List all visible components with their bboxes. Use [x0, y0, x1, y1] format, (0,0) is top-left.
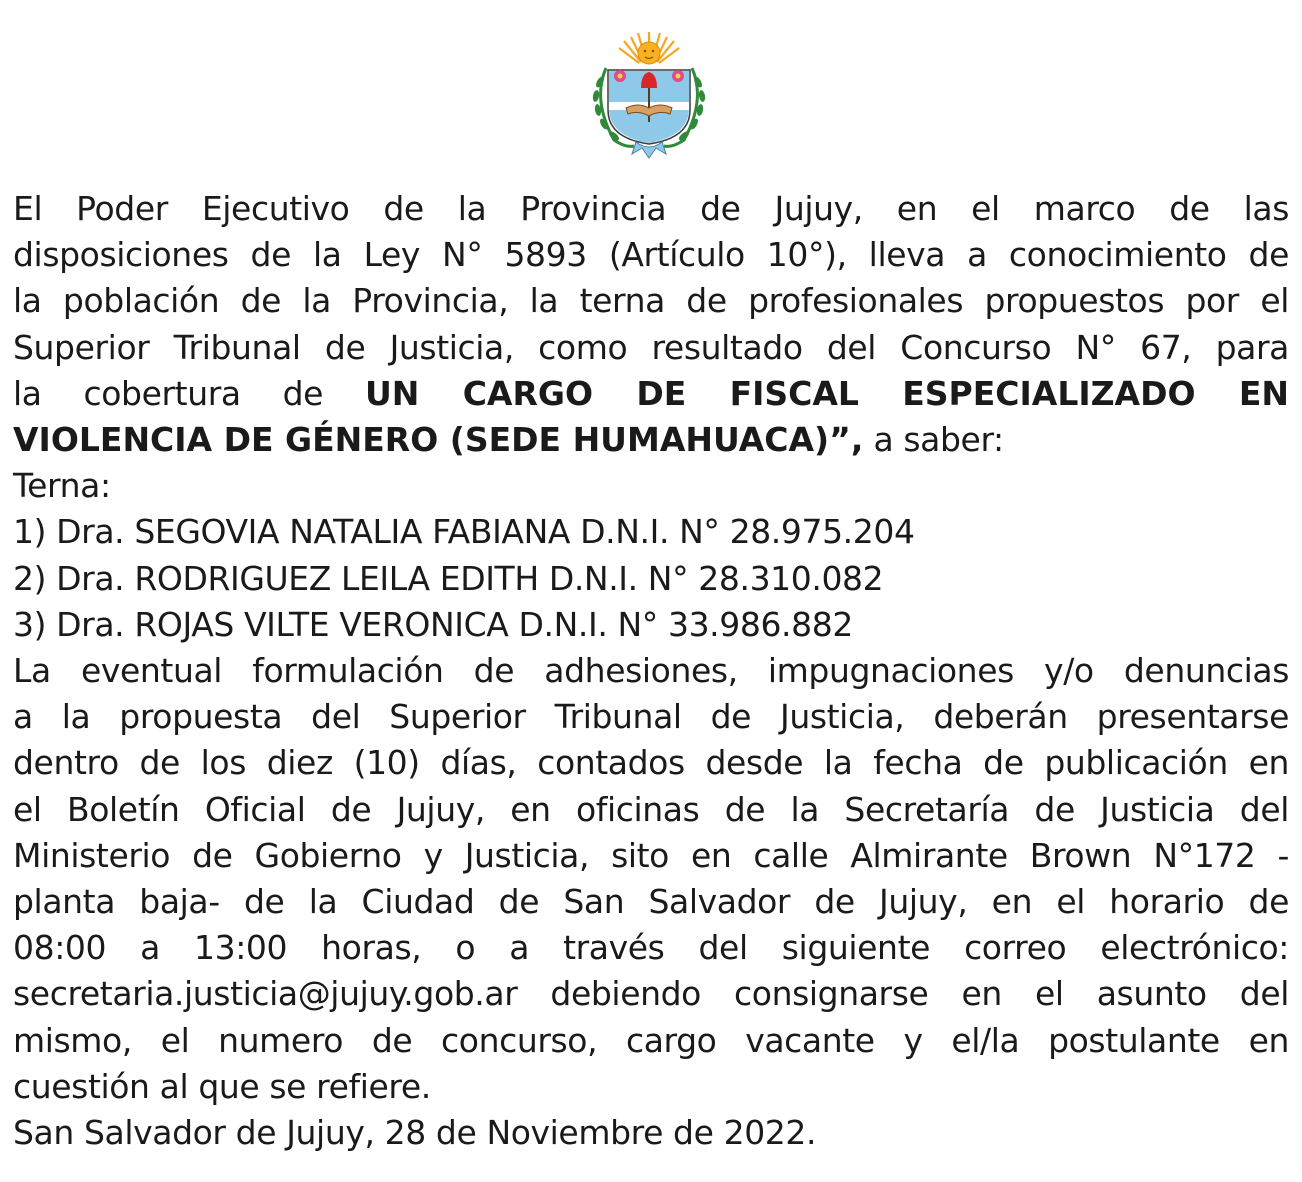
cobertura-prefix: la cobertura de	[13, 373, 324, 413]
cobertura-line	[13, 371, 1289, 417]
notice-text	[13, 186, 1289, 1156]
body-line: secretaria.justicia@jujuy.gob.ar debiendo consignarse en el asunto del	[13, 974, 1289, 1014]
body-line: Ministerio de Gobierno y Justicia, sito en calle Almirante Brown N°172 -	[13, 835, 1289, 875]
body-line: 08:00 a 13:00 horas, o a través del siguiente correo electrónico:	[13, 928, 1289, 968]
body-line: dentro de los diez (10) días, contados desde la fecha de publicación en	[13, 743, 1289, 783]
terna-item: 3) Dra. ROJAS VILTE VERONICA D.N.I. N° 33.986.882	[13, 604, 853, 644]
jujuy-coat-of-arms-icon	[586, 30, 712, 160]
body-line: La eventual formulación de adhesiones, impugnaciones y/o denuncias	[13, 651, 1289, 691]
terna-item: 2) Dra. RODRIGUEZ LEILA EDITH D.N.I. N° 28.310.082	[13, 558, 884, 598]
body-line: a la propuesta del Superior Tribunal de Justicia, deberán presentarse	[13, 697, 1289, 737]
body-last-line: cuestión al que se refiere.	[13, 1066, 431, 1106]
intro-line: la población de la Provincia, la terna de profesionales propuestos por el	[13, 281, 1289, 321]
body-line: planta baja- de la Ciudad de San Salvador de Jujuy, en el horario de	[13, 882, 1289, 922]
terna-label: Terna:	[13, 466, 111, 506]
intro-line: El Poder Ejecutivo de la Provincia de Jujuy, en el marco de las	[13, 189, 1289, 228]
cargo-title-line1: UN CARGO DE FISCAL ESPECIALIZADO EN	[364, 373, 1290, 413]
cargo-title-line2: VIOLENCIA DE GÉNERO (SEDE HUMAHUACA)”,	[13, 420, 864, 460]
a-saber: a saber:	[863, 420, 1004, 460]
sun-icon	[619, 32, 679, 64]
intro-line: disposiciones de la Ley N° 5893 (Artículo 10°), lleva a conocimiento de	[13, 235, 1289, 275]
shield-icon	[608, 70, 690, 144]
body-line: el Boletín Oficial de Jujuy, en oficinas de la Secretaría de Justicia del	[13, 789, 1289, 829]
cargo-line	[13, 417, 1289, 463]
body-line: mismo, el numero de concurso, cargo vacante y el/la postulante en	[13, 1020, 1289, 1060]
date-line: San Salvador de Jujuy, 28 de Noviembre de 2022.	[13, 1113, 817, 1153]
terna-item: 1) Dra. SEGOVIA NATALIA FABIANA D.N.I. N° 28.975.204	[13, 512, 915, 552]
intro-line: Superior Tribunal de Justicia, como resultado del Concurso N° 67, para	[13, 327, 1289, 367]
